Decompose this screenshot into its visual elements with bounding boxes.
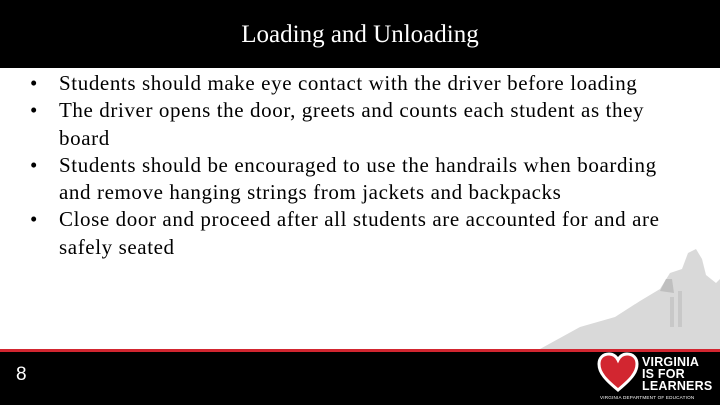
slide-title: Loading and Unloading [241, 20, 479, 48]
bullet-dot: • [30, 71, 38, 95]
bullet-text: Students should make eye contact with the driver before loading [59, 71, 638, 95]
bullet-dot: • [30, 152, 38, 177]
bullet-text: The driver opens the door, greets and counts each student as they board [59, 98, 645, 150]
logo-line-2: IS FOR [642, 367, 685, 381]
bullet-item [30, 206, 680, 261]
bullet-dot: • [30, 98, 38, 123]
page-number: 8 [16, 364, 27, 385]
heart-icon [597, 352, 639, 392]
bullet-item [30, 97, 680, 152]
bullet-item [30, 70, 680, 97]
logo-subtitle: VIRGINIA DEPARTMENT OF EDUCATION [600, 395, 695, 400]
bullet-text: Students should be encouraged to use the handrails when boarding and remove hanging strings from jackets and backpacks [59, 152, 657, 205]
title-bar [0, 0, 720, 68]
bullet-item [30, 152, 680, 207]
bullet-dot: • [30, 207, 38, 232]
slide-content [0, 69, 720, 349]
bullet-list [30, 70, 680, 261]
logo-wordmark [642, 356, 712, 392]
logo-line-3: LEARNERS [642, 379, 713, 393]
bullet-text: Close door and proceed after all students are accounted for and are safely seated [59, 207, 660, 259]
logo-line-1: VIRGINIA [642, 355, 700, 369]
